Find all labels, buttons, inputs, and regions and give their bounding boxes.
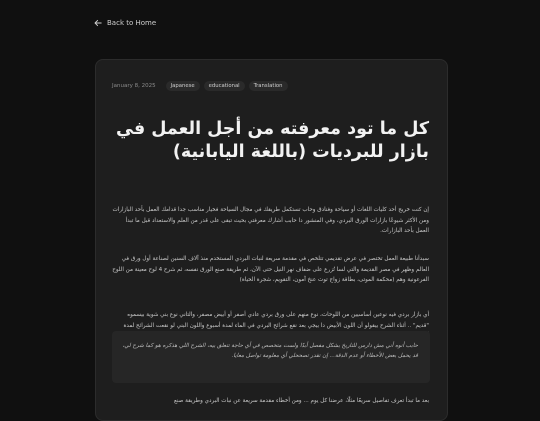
article-card [95, 59, 448, 421]
article-title: كل ما تود معرفته من أجل العمل في بازار للبرديات (باللغة اليابانية) [116, 119, 429, 162]
article-meta [112, 81, 288, 91]
tag-educational[interactable]: educational [204, 81, 245, 91]
tag-translation[interactable]: Translation [249, 81, 288, 91]
disclaimer-blockquote [112, 331, 430, 383]
blockquote-text: حابب أنوه أني مش دارس للتاريخ بشكل مفصل أبدًا ولست متخصص في أي حاجة تتعلق بيه، الشرح اللي هذكره هو كما شرح لي، قد يحمل بعض الأخطاء أو عدم الدقة... إن تقدر تصححلي أي معلومة تواصل معايا. [122, 343, 418, 359]
article-paragraph: أي بازار بردي فيه نوعين أساسيين من اللوحات، نوع منهم على ورق بردي عادي أصفر أو أبيض مصفر، والتاني نوع بني شوية بيسموه "قديم" .. أثناء الشرح بيقولو أن اللون الأبيض دا بيجي بعد نقع شرائح البردي في الماء لمدة أسبوع واللون البني لو نقعت الشرائح لمدة [123, 312, 429, 329]
tag-japanese[interactable]: Japanese [166, 81, 200, 91]
article-paragraph: بعد ما تبدأ تعرف تفاصيل سريعًا مثلًا، عرضنا كل يوم ... ومن أخطاء مقدمة سريعة عن نبات البردي وطريقة صنع [173, 398, 429, 404]
article-paragraph: إن كنت خريج أحد كليات اللغات أو سياحة وفنادق وحاب تستكمل طريقك في مجال السياحة فخيار مناسب جدا قدامك العمل بأحد البازارات ومن الأكثر شيوعًا بازارات الورق البردي، وفي المنشور دا حابب أشارك معرفتي بحيث تبقى على قدر من العلم والاستعداد قبل ما تبدأ العمل بأحد البازارات. [112, 207, 429, 234]
article-paragraph: سبدأنا طبيعة العمل تختصر في عرض تقديمي تتلخص في مقدمة سريعة لنبات البردي المستخدم منذ آلاف السنين لصناعة أول ورق في العالم وظهر في مصر القديمة والتي لسا تُزرع على ضفاف نهر النيل حتى الآن، ثم طريقة صنع الورق نفسه، ثم شرح 4 لوح معينة من اللوح الفرعونية وهم (محكمة الموتى، بطاقة زواج توت عنخ آمون، التقويم، شجرة الحياة) [112, 256, 429, 283]
back-to-home-link[interactable] [94, 19, 156, 27]
back-link-label: Back to Home [107, 19, 157, 27]
arrow-left-icon [94, 19, 102, 27]
article-date: January 8, 2025 [112, 83, 156, 89]
